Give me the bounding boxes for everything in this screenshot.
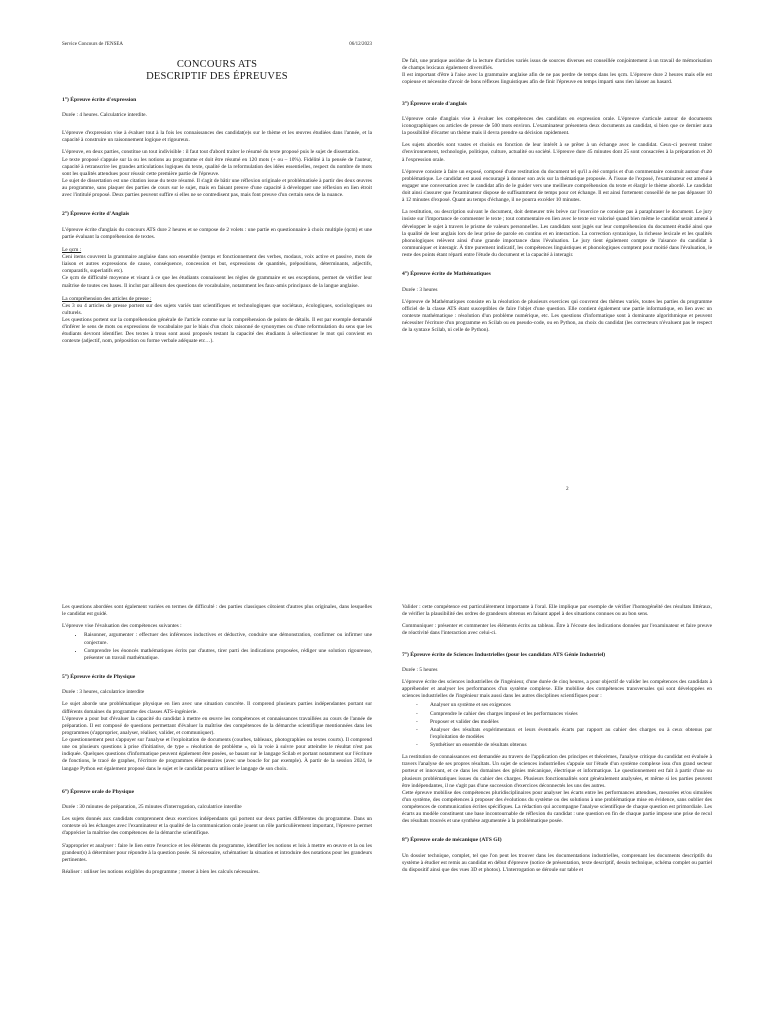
paragraph: Le texte proposé s'appuie sur la ou les notions au programme et doit être résumé en 120 mots (+ ou – 10%). Fidélité à la pensée de l'auteur, capacité à retranscrire les grandes articulations logiques du texte, qualité de la reformulation des idées essentielles, respect du nombre de mots sont les qualités attendues pour réussir cette première partie de l'épreuve. (62, 156, 372, 177)
section-duration: Durée : 5 heures (402, 666, 438, 673)
paragraph: L'épreuve orale d'anglais vise à évaluer les compétences des candidats en expression orale. L'épreuve s'articule autour de documents iconographiques ou articles de presse de 500 mots environ. L'examinateur présentera deux documents au candidat, si bien que ce dernier aura la possibilité d'écarter un thème mais il devra prendre sa décision rapidement. (402, 115, 712, 137)
paragraph: Réaliser : utiliser les notions exigibles du programme ; mener à bien les calculs nécessaires. (62, 868, 260, 875)
paragraph: Le sujet de dissertation est une citation issue du texte résumé. Il s'agit de bâtir une réflexion originale et problématisée à partir des deux œuvres au programme, sans plaquer des parties de cours sur le sujet, mais en faisant preuve d'une capacité à développer une réflexion en lien étroit avec l'intitulé proposé. Deux parties peuvent suffire si elles ne se contredisent pas, mais font preuve d'un certain sens de la nuance. (62, 177, 372, 199)
paragraph: Les sujets donnés aux candidats comprennent deux exercices indépendants qui portent sur deux parties différentes du programme. Dans un contexte où les échanges avec l'examinateur et la qualité de la communication orale jouent un rôle particulièrement important, l'épreuve permet d'apprécier la maîtrise des compétences de la démarche scientifique. (62, 816, 372, 837)
header-date: 06/12/2023 (349, 42, 372, 47)
paragraph: Cette épreuve mobilise des compétences pluridisciplinaires pour analyser les écarts entre les performances attendues, mesurées et/ou simulées d'un système, des compétences à proposer des évolutions du système ou des solutions à une problématique mise en évidence, sans oublier des compétences de communication écrites spécifiques. La rédaction qui accompagne l'analyse scientifique de chaque question est primordiale. Les écarts au modèle constituent une base incontournable de réflexion du candidat : une question en fin de chaque partie impose une prise de recul des résultats trouvés et une synthèse argumentée à la problématique posée. (402, 789, 712, 825)
dash-list (402, 702, 712, 749)
subheading-underlined: Le qcm : (62, 246, 82, 253)
paragraph: L'épreuve a pour but d'évaluer la capacité du candidat à mettre en œuvre les compétences et connaissances travaillées au cours de l'année de préparation. Il est composé de questions permettant d'évaluer la maîtrise des compétences de la démarche scientifique mentionnées dans les programmes (s'approprier, analyser, réaliser, valider, et communiquer). (62, 715, 372, 736)
page2-right-column (402, 604, 712, 879)
bullet-list (62, 632, 372, 662)
paragraph: L'épreuve consiste à faire un exposé, composé d'une restitution du document tel qu'il a été compris et d'un commentaire construit autour d'une problématique. Le candidat est aussi encouragé à donner son avis sur la thématique proposée. À l'issue de l'exposé, l'examinateur est amené à engager une conversation avec le candidat afin de le guider vers une meilleure compréhension du texte et élargir le thème abordé. Le candidat doit ainsi s'assurer que l'examinateur dispose de suffisamment de temps pour cet échange. Il est ainsi fortement conseillé de ne pas dépasser 10 à 12 minutes d'exposé. Quant au temps d'échange, il ne pourra excéder 10 minutes. (402, 168, 712, 204)
paragraph: Communiquer : présenter et commenter les éléments écrits au tableau. Être à l'écoute des indications données par l'examinateur et faire preuve de réactivité dans l'interaction avec celui-ci. (402, 623, 712, 637)
paragraph: L'épreuve de Mathématiques consiste en la résolution de plusieurs exercices qui couvrent des thèmes variés, toutes les parties du programme officiel de la classe ATS étant susceptibles de faire l'objet d'une question. Elle contient également une partie informatique, en lien avec un contexte mathématique : résolution d'un problème numérique, etc. Les questions d'informatique sont à dominante algorithmique et peuvent nécessiter l'écriture d'un programme en Scilab ou en pseudo-code, ou en Python, au choix du candidat (les correcteurs n'évaluent pas le respect de la syntaxe Scilab, ni celle de Python). (402, 298, 712, 334)
section-heading: 6°) Épreuve orale de Physique (62, 788, 135, 795)
subheading-underlined: La compréhension des articles de presse : (62, 295, 152, 302)
section-duration: Durée : 30 minutes de préparation, 25 minutes d'interrogation, calculatrice interdite (62, 804, 242, 810)
list-item: • Raisonner, argumenter : effectuer des inférences inductives et déductive, conduire une démonstration, confirmer ou infirmer une conjecture. (84, 632, 372, 646)
page1-right-column (402, 58, 712, 339)
header-left: Service Concours de l'ENSEA (62, 42, 124, 47)
paragraph: Le questionnement peut s'appuyer sur l'analyse et l'exploitation de documents (courbes, tableaux, photographies ou textes courts). Il comprend une ou plusieurs questions à prise d'initiative, de type « résolution de problème », où la voie à suivre pour atteindre le résultat n'est pas indiquée. Quelques questions d'informatique peuvent également être posées, se basant sur le langage Scilab et portant notamment sur l'écriture de fonctions, le tracé de graphes, l'écriture de programmes élémentaires (avec une boucle for par exemple). À partir de la session 2024, le langage Python est également proposé dans le sujet et le candidat pourra utiliser le langage de son choix. (62, 737, 372, 772)
section-duration: Durée : 3 heures, calculatrice interdite (62, 689, 145, 696)
list-item: - Analyser des résultats expérimentaux et leurs éventuels écarts par rapport au cahier des charges ou à ceux obtenus par l'exploitation de modèles (430, 727, 712, 741)
list-item: - Analyser un système et ses exigences (430, 702, 712, 709)
page2-left-column (62, 604, 372, 881)
paragraph: De fait, une pratique assidue de la lecture d'articles variés issus de sources diverses est conseillée conjointement à un travail de mémorisation de champs lexicaux également diversifiés. (402, 58, 712, 72)
paragraph: Les sujets abordés sont vastes et choisis en fonction de leur intérêt à se prêter à un échange avec le candidat. Ceux-ci peuvent traiter d'environnement, technologie, politique, culture, actualité ou société. L'épreuve dure 45 minutes dont 25 sont consacrées à la préparation et 20 à l'expression orale. (402, 142, 712, 163)
paragraph: L'épreuve écrite des sciences industrielles de l'ingénieur, d'une durée de cinq heures, a pour objectif de valider les compétences des candidats à appréhender et analyser les performances d'un système complexe. Elle mobilise des compétences transversales qui sont développées en sciences industrielles de l'ingénieur mais aussi dans les autres disciplines scientifiques pour : (402, 679, 712, 700)
section-duration: Durée : 3 heures (402, 286, 438, 293)
paragraph: Il est important d'être à l'aise avec la grammaire anglaise afin de ne pas perdre de temps dans les qcm. L'épreuve dure 2 heures mais elle est copieuse et nécessite d'avoir de bons réflexes linguistiques afin de finir l'épreuve en temps imparti sans rien laisser au hasard. (402, 72, 712, 86)
document-page-2 (0, 512, 768, 1024)
paragraph: Valider : cette compétence est particulièrement importante à l'oral. Elle implique par exemple de vérifier l'homogénéité des résultats littéraux, de vérifier la plausibilité des ordres de grandeurs obtenus en faisant appel à des situations connues ou au bon sens. (402, 604, 712, 618)
paragraph: Le sujet aborde une problématique physique en lien avec une situation concrète. Il comprend plusieurs parties indépendantes portant sur différents domaines du programme des classes ATS-ingénierie. (62, 701, 372, 715)
section-heading: 1°) Épreuve écrite d'expression (62, 96, 137, 103)
paragraph: Les questions abordées sont également variées en termes de difficulté : des parties classiques côtoient d'autres plus originales, dans lesquelles le candidat est guidé. (62, 604, 372, 618)
section-heading: 8°) Épreuve orale de mécanique (ATS GI) (402, 837, 502, 844)
section-heading: 7°) Épreuve écrite de Sciences Industrielles (pour les candidats ATS Génie Industriel) (402, 651, 606, 658)
section-heading: 2°) Épreuve écrite d'Anglais (62, 211, 130, 218)
paragraph: L'épreuve d'expression vise à évaluer tout à la fois les connaissances des candidat(e)s sur le thème et les œuvres étudiées dans l'année, et la capacité à construire un raisonnement logique et rigoureux. (62, 130, 372, 144)
list-item: - Proposer et valider des modèles (430, 719, 712, 726)
page-header (62, 42, 372, 49)
section-heading: 3°) Épreuve orale d'anglais (402, 100, 467, 107)
page1-left-column (62, 0, 372, 351)
paragraph: La restitution, ou description suivant le document, doit demeurer très brève car l'exercice ne consiste pas à paraphraser le document. Le jury insiste sur l'importance de commenter le texte ; tout commentaire en lien avec le texte est valorisé quand bien même le candidat serait amené à développer le sujet à travers le prisme de valeurs personnelles. Les candidats sont jugés sur leur compréhension du document étudié ainsi que la qualité de leur anglais lors de leur prise de parole en continu et en interaction. La correction syntaxique, la richesse lexicale et les qualités phonologiques relèvent ainsi d'une grande importance dans l'évaluation. Le jury tient également compte de l'aisance du candidat à communiquer et interagir. À titre purement indicatif, les compétences linguistiques et phonologiques comptent pour moitié dans l'évaluation, le reste des points étant réparti entre l'étude du document et la capacité à interagir. (402, 209, 712, 258)
list-item: • Comprendre les énoncés mathématiques écrits par d'autres, tirer parti des indications proposées, rédiger une solution rigoureuse, présenter un travail mathématique. (84, 648, 372, 662)
paragraph: Ce qcm de difficulté moyenne et visant à ce que les étudiants connaissent les règles de grammaire et ses exceptions, permet de vérifier leur maîtrise de toutes ces bases. Il inclut par ailleurs des questions de vocabulaire, notamment les faux-amis principaux de la langue anglaise. (62, 275, 372, 289)
document-title (62, 59, 372, 83)
paragraph: L'épreuve écrite d'anglais du concours ATS dure 2 heures et se compose de 2 volets : une partie en questionnaire à choix multiple (qcm) et une partie évaluant la compréhension de textes. (62, 226, 372, 240)
section-heading: 4°) Épreuve écrite de Mathématiques (402, 271, 491, 278)
paragraph: L'épreuve vise l'évaluation des compétences suivantes : (62, 623, 182, 630)
paragraph: Ces 3 ou 4 articles de presse portent sur des sujets variés tant scientifiques et technologiques que sociétaux, écologiques, sociologiques ou culturels. (62, 302, 372, 316)
title-line-2: DESCRIPTIF DES ÉPREUVES (146, 70, 288, 82)
list-item: - Synthétiser un ensemble de résultats obtenus (430, 742, 712, 749)
section-heading: 5°) Épreuve écrite de Physique (62, 673, 136, 680)
section-duration: Durée : 4 heures. Calculatrice interdite. (62, 112, 147, 119)
paragraph: Un dossier technique, complet, tel que l'on peut les trouver dans les documentations industrielles, comprenant les documents descriptifs du système à étudier est remis au candidat en début d'épreuve (notice de présentation, texte descriptif, dessin technique, schéma complet ou partiel du dispositif ainsi que des vues 3D et photos). L'interrogation se déroule sur table et (402, 852, 712, 873)
paragraph: L'épreuve, en deux parties, constitue un tout indivisible : il faut tout d'abord traiter le résumé du texte proposé puis le sujet de dissertation. (62, 149, 360, 156)
paragraph: La restitution de connaissances est demandée au travers de l'application des principes et théorèmes, l'analyse critique du candidat est évaluée à travers l'analyse de ses propres résultats. Un sujet de sciences industrielles s'appuie sur l'étude d'un système complexe issu d'un grand secteur porteur et innovant, et ce dans les domaines des génies mécanique, électrique et informatique. Le questionnement est fait à partir d'une ou plusieurs problématiques issues du cahier des charges. Plusieurs fonctionnalités sont généralement analysées, et même si les parties peuvent être indépendantes, il ne s'agit pas d'une succession d'exercices déconnectés les uns des autres. (402, 754, 712, 789)
title-line-1: CONCOURS ATS (176, 58, 258, 70)
paragraph: Ceni items couvrent la grammaire anglaise dans son ensemble (temps et fonctionnement des verbes, modaux, voix active et passive, mots de liaison et autres expressions de cause, conséquence, concession et but, expressions de quantités, prépositions, déterminants, adjectifs, comparatifs, superlatifs etc). (62, 254, 372, 275)
list-item: - Comprendre le cahier des charges imposé et les performances visées (430, 711, 712, 718)
paragraph: Les questions portent sur la compréhension générale de l'article comme sur la compréhension de points de détails. Il est par exemple demandé d'inférer le sens de mots ou expressions de vocabulaire par le biais d'un choix raisonné de synonymes ou d'une reformulation du sens que les étudiants devront identifier. Des textes à trous sont aussi proposés testant la capacité des étudiants à sélectionner le mot qui convient en contexte (adjectif, nom, préposition ou forme verbale adéquate etc…). (62, 317, 372, 345)
paragraph: S'approprier et analyser : faire le lien entre l'exercice et les éléments du programme, identifier les notions et lois à mettre en œuvre et la ou les grandeur(s) à déterminer pour répondre à la question posée. Si nécessaire, schématiser la situation et introduire des notations pour les grandeurs pertinentes. (62, 842, 372, 863)
page-number: 2 (566, 486, 569, 492)
